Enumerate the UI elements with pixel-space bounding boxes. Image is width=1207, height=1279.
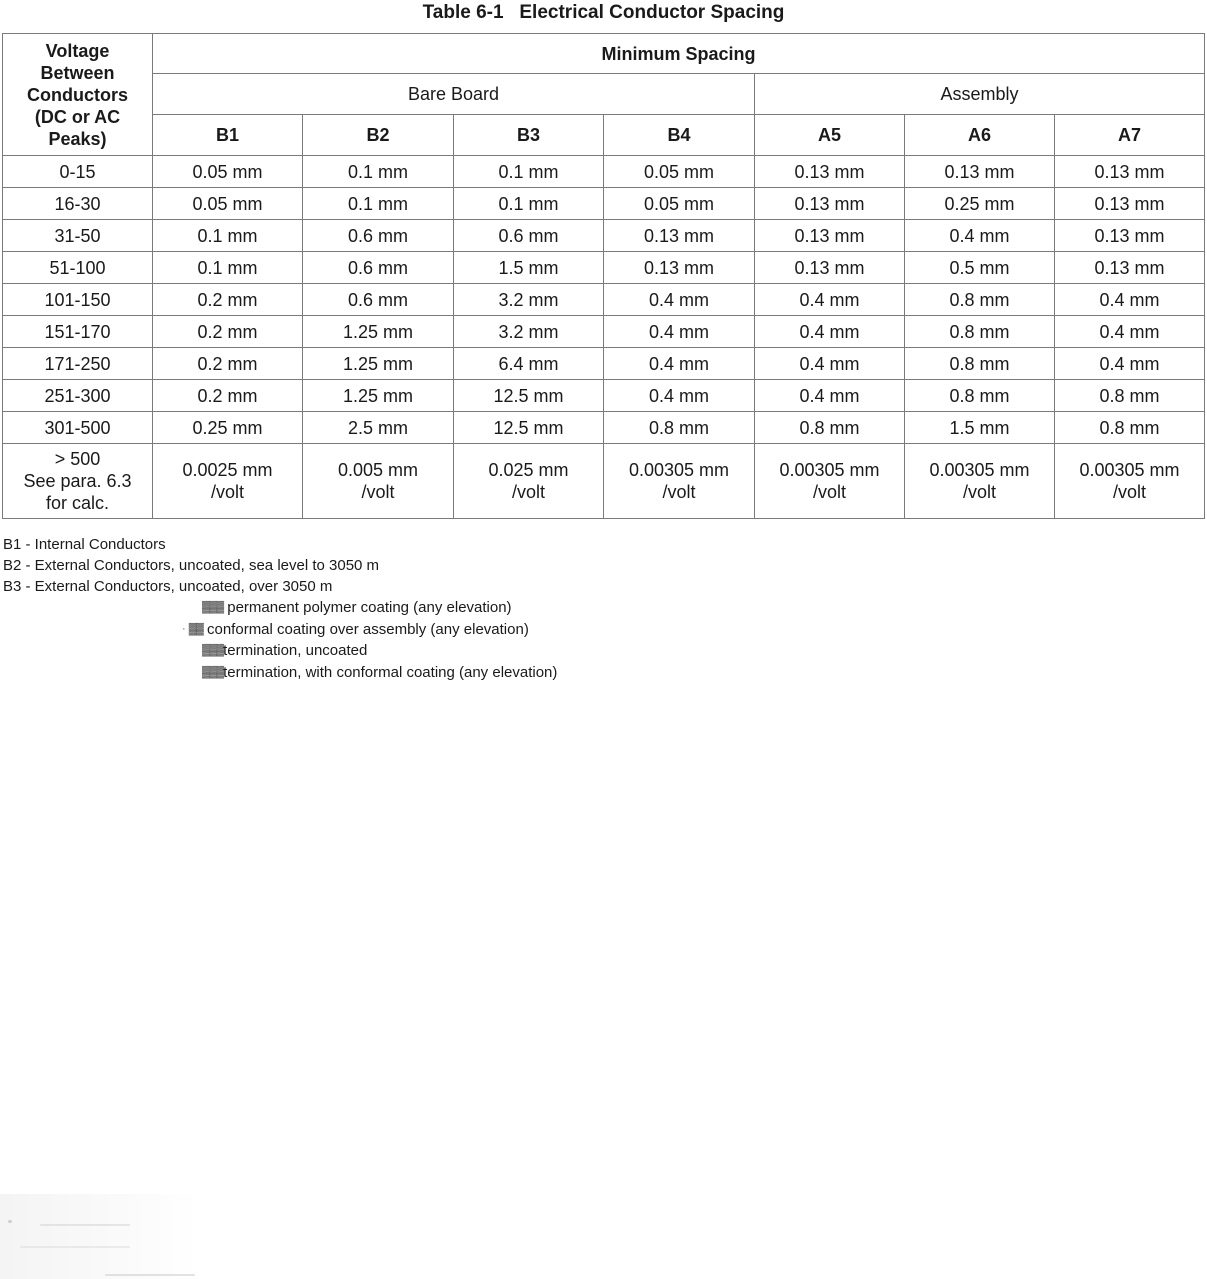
voltage-cell: 151-170 <box>3 316 153 348</box>
spacing-cell: 0.25 mm <box>905 188 1055 220</box>
note-b3: B3 - External Conductors, uncoated, over 3050 m <box>3 578 333 596</box>
spacing-cell: 1.5 mm <box>454 252 604 284</box>
spacing-cell: 0.13 mm <box>604 220 755 252</box>
spacing-cell: 0.4 mm <box>755 316 905 348</box>
column-header-a7: A7 <box>1055 115 1205 156</box>
spacing-cell: 0.05 mm <box>604 188 755 220</box>
spacing-cell: 0.8 mm <box>755 412 905 444</box>
voltage-cell-line: > 500 <box>54 449 101 469</box>
voltage-cell: 16-30 <box>3 188 153 220</box>
spacing-cell: 1.25 mm <box>303 380 454 412</box>
spacing-cell: 0.13 mm <box>755 220 905 252</box>
spacing-cell: 0.13 mm <box>1055 252 1205 284</box>
spacing-cell <box>454 444 604 519</box>
spacing-cell: 0.4 mm <box>604 316 755 348</box>
spacing-cell: 6.4 mm <box>454 348 604 380</box>
smudge-mark <box>8 1220 12 1223</box>
spacing-cell: 0.8 mm <box>905 284 1055 316</box>
spacing-cell-line: /volt <box>361 482 395 502</box>
spacing-cell: 3.2 mm <box>454 316 604 348</box>
note-a5 <box>202 597 512 619</box>
voltage-header-line: (DC or AC <box>34 106 121 127</box>
spacing-cell: 0.8 mm <box>905 348 1055 380</box>
spacing-cell: 0.4 mm <box>604 348 755 380</box>
spacing-cell: 0.6 mm <box>303 220 454 252</box>
spacing-cell: 0.8 mm <box>1055 412 1205 444</box>
note-b2: B2 - External Conductors, uncoated, sea level to 3050 m <box>3 557 380 575</box>
bare-board-header: Bare Board <box>153 74 755 115</box>
spacing-cell <box>905 444 1055 519</box>
spacing-cell-line: /volt <box>511 482 545 502</box>
spacing-cell <box>303 444 454 519</box>
spacing-cell: 0.4 mm <box>755 380 905 412</box>
table-row-over-500 <box>3 444 1205 519</box>
spacing-cell: 0.4 mm <box>1055 284 1205 316</box>
spacing-cell: 0.13 mm <box>905 156 1055 188</box>
spacing-cell: 0.13 mm <box>1055 188 1205 220</box>
column-header-b1: B1 <box>153 115 303 156</box>
spacing-cell: 0.2 mm <box>153 316 303 348</box>
spacing-cell: 0.1 mm <box>454 156 604 188</box>
spacing-cell: 0.13 mm <box>1055 220 1205 252</box>
spacing-cell: 0.2 mm <box>153 284 303 316</box>
spacing-cell-line: /volt <box>662 482 696 502</box>
column-header-a6: A6 <box>905 115 1055 156</box>
spacing-cell-line: 0.00305 mm <box>929 460 1030 480</box>
spacing-cell-line: /volt <box>210 482 244 502</box>
spacing-cell: 0.4 mm <box>604 284 755 316</box>
spacing-cell <box>604 444 755 519</box>
spacing-cell: 0.8 mm <box>905 316 1055 348</box>
spacing-cell: 0.25 mm <box>153 412 303 444</box>
garbled-glyphs: ▓▓▓ <box>202 644 224 657</box>
spacing-cell: 0.13 mm <box>755 252 905 284</box>
garbled-glyphs: · ▓▓ <box>182 623 203 636</box>
smudged-region <box>0 1194 200 1279</box>
spacing-cell: 0.6 mm <box>454 220 604 252</box>
spacing-cell: 0.2 mm <box>153 380 303 412</box>
note-a8-text: termination, with conformal coating (any elevation) <box>223 664 558 681</box>
assembly-header: Assembly <box>755 74 1205 115</box>
voltage-header-line: Between <box>40 62 115 83</box>
spacing-cell: 0.05 mm <box>153 188 303 220</box>
table-row <box>3 156 1205 188</box>
spacing-cell: 1.5 mm <box>905 412 1055 444</box>
voltage-cell-line: for calc. <box>45 493 110 513</box>
note-a7 <box>202 640 367 662</box>
voltage-header <box>3 34 153 156</box>
spacing-cell: 3.2 mm <box>454 284 604 316</box>
garbled-glyphs: ▓▓▓ <box>202 666 224 679</box>
voltage-header-line: Conductors <box>27 84 128 105</box>
spacing-cell: 0.05 mm <box>153 156 303 188</box>
spacing-cell: 1.25 mm <box>303 316 454 348</box>
spacing-cell-line: /volt <box>812 482 846 502</box>
spacing-cell-line: 0.00305 mm <box>779 460 880 480</box>
spacing-cell: 0.6 mm <box>303 284 454 316</box>
voltage-cell: 101-150 <box>3 284 153 316</box>
legend-notes <box>3 534 379 598</box>
spacing-cell: 12.5 mm <box>454 412 604 444</box>
spacing-cell: 12.5 mm <box>454 380 604 412</box>
voltage-cell: 51-100 <box>3 252 153 284</box>
voltage-cell: 31-50 <box>3 220 153 252</box>
table-title: Table 6-1 Electrical Conductor Spacing <box>422 2 785 23</box>
spacing-cell-line: /volt <box>1113 482 1147 502</box>
spacing-cell: 0.13 mm <box>1055 156 1205 188</box>
spacing-cell: 0.1 mm <box>454 188 604 220</box>
spacing-cell-line: 0.025 mm <box>488 460 569 480</box>
voltage-cell: 301-500 <box>3 412 153 444</box>
table-row <box>3 380 1205 412</box>
smudge-mark <box>105 1274 195 1276</box>
spacing-cell: 0.6 mm <box>303 252 454 284</box>
note-a6 <box>182 619 529 641</box>
voltage-cell-line: See para. 6.3 <box>23 471 132 491</box>
smudge-mark <box>40 1224 130 1226</box>
spacing-cell: 0.1 mm <box>153 220 303 252</box>
spacing-cell: 0.4 mm <box>755 284 905 316</box>
table-row <box>3 316 1205 348</box>
voltage-cell: 251-300 <box>3 380 153 412</box>
column-header-b2: B2 <box>303 115 454 156</box>
note-a6-text: conformal coating over assembly (any elevation) <box>207 621 529 638</box>
smudge-mark <box>20 1246 130 1248</box>
spacing-cell: 1.25 mm <box>303 348 454 380</box>
table-row <box>3 412 1205 444</box>
voltage-cell <box>3 444 153 519</box>
spacing-cell <box>153 444 303 519</box>
spacing-cell: 0.1 mm <box>153 252 303 284</box>
spacing-cell: 0.13 mm <box>604 252 755 284</box>
spacing-cell: 0.4 mm <box>905 220 1055 252</box>
spacing-cell: 0.4 mm <box>604 380 755 412</box>
spacing-cell: 0.8 mm <box>905 380 1055 412</box>
table-row <box>3 188 1205 220</box>
table-row <box>3 348 1205 380</box>
spacing-cell: 0.8 mm <box>1055 380 1205 412</box>
spacing-cell: 0.1 mm <box>303 188 454 220</box>
voltage-header-line: Voltage <box>45 40 110 61</box>
spacing-cell-line: 0.00305 mm <box>628 460 730 480</box>
note-b1: B1 - Internal Conductors <box>3 536 166 553</box>
voltage-cell: 0-15 <box>3 156 153 188</box>
spacing-cell: 0.13 mm <box>755 156 905 188</box>
voltage-cell: 171-250 <box>3 348 153 380</box>
column-header-a5: A5 <box>755 115 905 156</box>
note-a8 <box>202 662 557 684</box>
spacing-cell: 0.4 mm <box>1055 316 1205 348</box>
spacing-cell: 0.1 mm <box>303 156 454 188</box>
note-a7-text: termination, uncoated <box>223 642 368 659</box>
voltage-header-line: Peaks) <box>48 128 107 149</box>
spacing-cell: 0.4 mm <box>1055 348 1205 380</box>
spacing-cell: 0.13 mm <box>755 188 905 220</box>
table-row <box>3 252 1205 284</box>
spacing-cell <box>1055 444 1205 519</box>
minimum-spacing-header: Minimum Spacing <box>153 34 1205 74</box>
column-header-b3: B3 <box>454 115 604 156</box>
spacing-cell: 0.5 mm <box>905 252 1055 284</box>
spacing-cell-line: 0.005 mm <box>337 460 419 480</box>
legend-notes-obscured <box>0 597 620 682</box>
conductor-spacing-table <box>2 33 1205 519</box>
garbled-glyphs: ▓▓▓ <box>202 601 224 614</box>
spacing-cell: 0.05 mm <box>604 156 755 188</box>
table-row <box>3 284 1205 316</box>
spacing-cell: 2.5 mm <box>303 412 454 444</box>
spacing-cell-line: 0.0025 mm <box>182 460 273 480</box>
spacing-cell: 0.2 mm <box>153 348 303 380</box>
note-a5-text: permanent polymer coating (any elevation) <box>227 599 512 616</box>
spacing-cell: 0.4 mm <box>755 348 905 380</box>
spacing-cell <box>755 444 905 519</box>
spacing-cell: 0.8 mm <box>604 412 755 444</box>
spacing-cell-line: 0.00305 mm <box>1079 460 1180 480</box>
table-row <box>3 220 1205 252</box>
spacing-cell-line: /volt <box>962 482 996 502</box>
column-header-b4: B4 <box>604 115 755 156</box>
